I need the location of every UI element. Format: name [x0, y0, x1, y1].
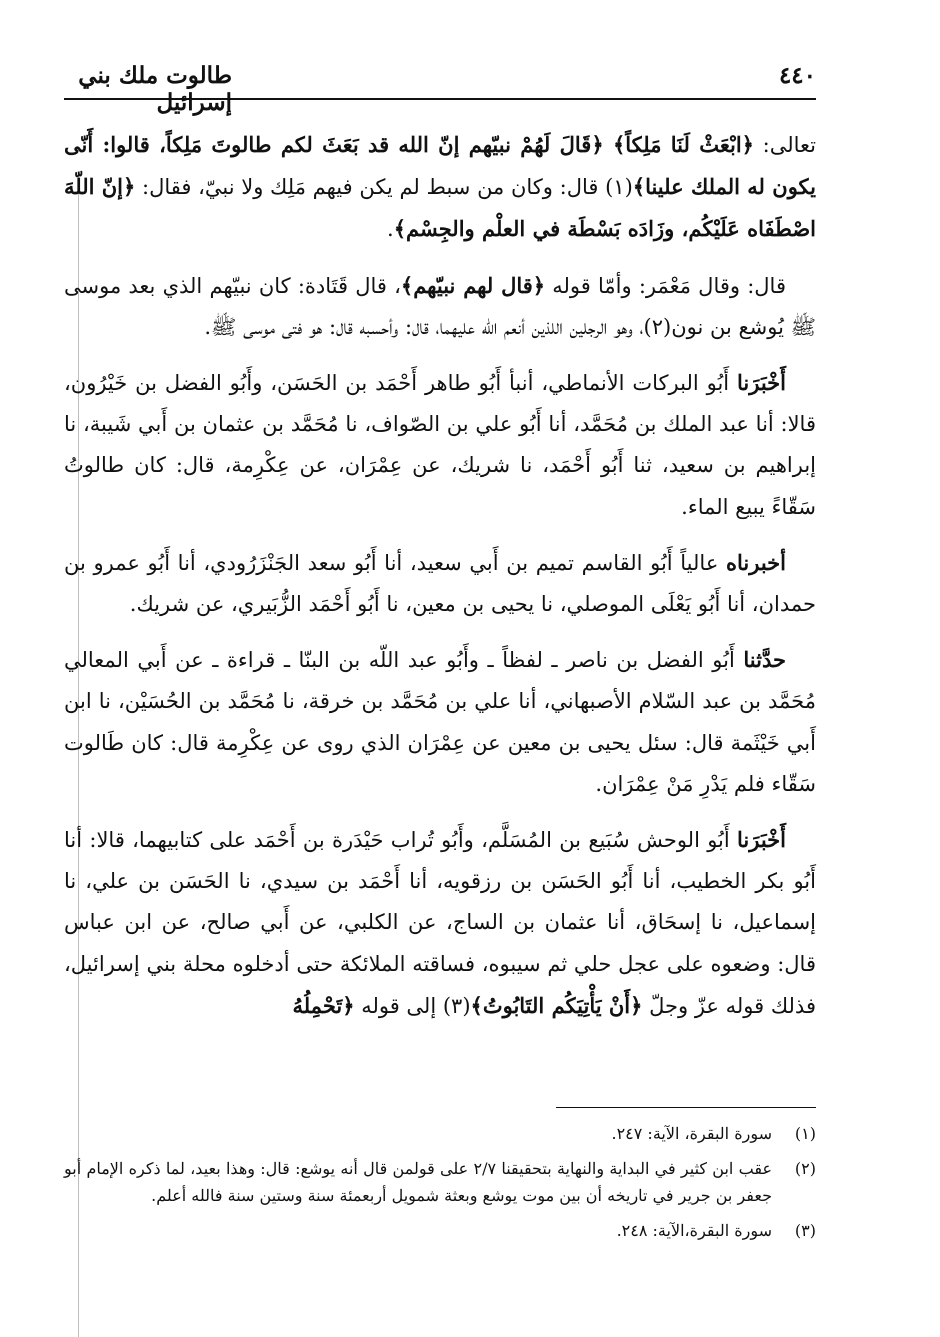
bold-segment: ﴿أَنْ يَأْتِيَكُم التَابُوتُ﴾ — [470, 992, 643, 1018]
footnote-number: (٢) — [794, 1159, 816, 1178]
paragraph — [64, 362, 816, 528]
bold-segment: ﴿تَحْمِلُهُ — [292, 992, 355, 1018]
text-segment: . — [387, 217, 394, 242]
footnote-divider — [556, 1107, 816, 1108]
bold-segment: أخبرناه — [726, 549, 786, 575]
bold-segment: أَخْبَرَنا — [737, 370, 786, 396]
footnote-text: سورة البقرة، الآية: ٢٤٧. — [611, 1124, 772, 1143]
text-segment: ، قال قَتَادة: كان نبيّهم الذي بعد موسى ﷺ يُوشع بن نون(٢)، وهو الرجلين اللذين أنعم الله عليهما، قال: وأحسبه قال: هو فتى موسى ﷺ. — [64, 273, 816, 339]
paragraph — [64, 265, 816, 348]
footnote — [64, 1155, 816, 1209]
page-number: ٤٤٠ — [778, 62, 816, 89]
footnote-text: عقب ابن كثير في البداية والنهاية بتحقيقنا ٢/٧ على قولمن قال أنه يوشع: قال: وهذا بعيد، لما ذكره الإمام أبو جعفر بن جرير في تاريخه أن بين موت يوشع وبعثة شمويل أربعمئة سنة وستين سنة فالله أعلم. — [64, 1159, 772, 1205]
paragraph — [64, 639, 816, 805]
paragraph — [64, 819, 816, 1027]
bold-segment: ﴿قال لهم نبيّهم﴾ — [400, 272, 546, 298]
bold-segment: ﴿إنّ اللّهَ اصْطَفَاه عَلَيْكُم، وزَادَه بَسْطَة في العلْم والجِسْم﴾ — [64, 174, 816, 242]
footnote-text: سورة البقرة،الآية: ٢٤٨. — [616, 1221, 772, 1240]
bold-segment: حدَّثنا — [743, 647, 786, 673]
footnotes — [64, 1120, 816, 1252]
running-header — [64, 62, 816, 116]
text-segment: (١) قال: وكان من سبط لم يكن فيهم مَلِك ولا نبيّ، فقال: — [135, 175, 633, 200]
text-segment: (٣) إلى قوله — [354, 993, 471, 1018]
footnote-number: (٣) — [794, 1221, 816, 1240]
text-segment: أَبُو الوحش سُبَيع بن المُسَلَّم، وأَبُو تُراب حَيْدَرة بن أَحْمَد على كتابيهما، قالا: أنا أَبُو بكر الخطيب، أنا أَبُو الحَسَن بن رزقويه، أنا أَحْمَد بن سيدي، نا الحَسَن بن علي، نا إسماعيل، نا إسحَاق، أنا عثمان بن الساج، عن الكلبي، عن أَبي صالح، عن ابن عباس قال: وضعوه على عجل حلي ثم سيبوه، فساقته الملائكة حتى أدخلوه محلة بني إسرائيل، فذلك قوله عزّ وجلّ — [64, 828, 816, 1018]
text-segment: قال: وقال مَعْمَر: وأمّا قوله — [545, 273, 786, 298]
paragraph — [64, 542, 816, 625]
paragraph — [64, 124, 816, 251]
text-segment: أَبُو البركات الأنماطي، أنبأ أَبُو طاهر أَحْمَد بن الحَسَن، وأَبُو الفضل بن خَيْرُون، قالا: أنا عبد الملك بن مُحَمَّد، أنا أَبُو علي بن الصّواف، نا مُحَمَّد بن عثمان بن أَبي شَيبة، نا إبراهيم بن سعيد، ثنا أَبُو أَحْمَد، نا شريك، عن عِمْرَان، عن عِكْرِمة، قال: كان طالوتُ سَقّاءً يبيع الماء. — [64, 371, 816, 519]
main-text — [64, 124, 816, 1041]
text-segment: أَبُو الفضل بن ناصر ـ لفظاً ـ وأَبُو عبد اللّه بن البنّا ـ قراءة ـ عن أَبي المعالي مُحَمَّد بن عبد السّلام الأصبهاني، أنا علي بن مُحَمَّد بن خرقة، نا مُحَمَّد بن الحُسَيْن، نا ابن أَبي خَيْثَمة قال: سئل يحيى بن معين عن عِمْرَان الذي روى عن عِكْرِمة قال: كان طَالوت سَقّاء فلم يَدْرِ مَنْ عِمْرَان. — [64, 648, 816, 796]
footnote — [64, 1120, 816, 1147]
bold-segment: أَخْبَرَنا — [737, 827, 786, 853]
footnote-number: (١) — [794, 1124, 816, 1143]
text-segment: تعالى: — [753, 133, 817, 157]
footnote — [64, 1217, 816, 1244]
running-title: طالوت ملك بني إسرائيل — [78, 62, 232, 116]
text-segment: عالياً أَبُو القاسم تميم بن أَبي سعيد، أنا أَبُو سعد الجَنْزَرُودي، أنا أَبُو عمرو بن حمدان، أنا أَبُو يَعْلَى الموصلي، نا يحيى بن معين، نا أَبُو أَحْمَد الزُّبَيري، عن شريك. — [64, 550, 816, 617]
bold-segment: ﴿ابْعَثْ لَنَا مَلِكاً﴾ ﴿قَالَ لَهُمْ نبيّهم إنّ الله قد بَعَثَ لكم طالوتَ مَلِكاً، قالوا: أَنّى يكون له الملك علينا﴾ — [64, 132, 816, 200]
